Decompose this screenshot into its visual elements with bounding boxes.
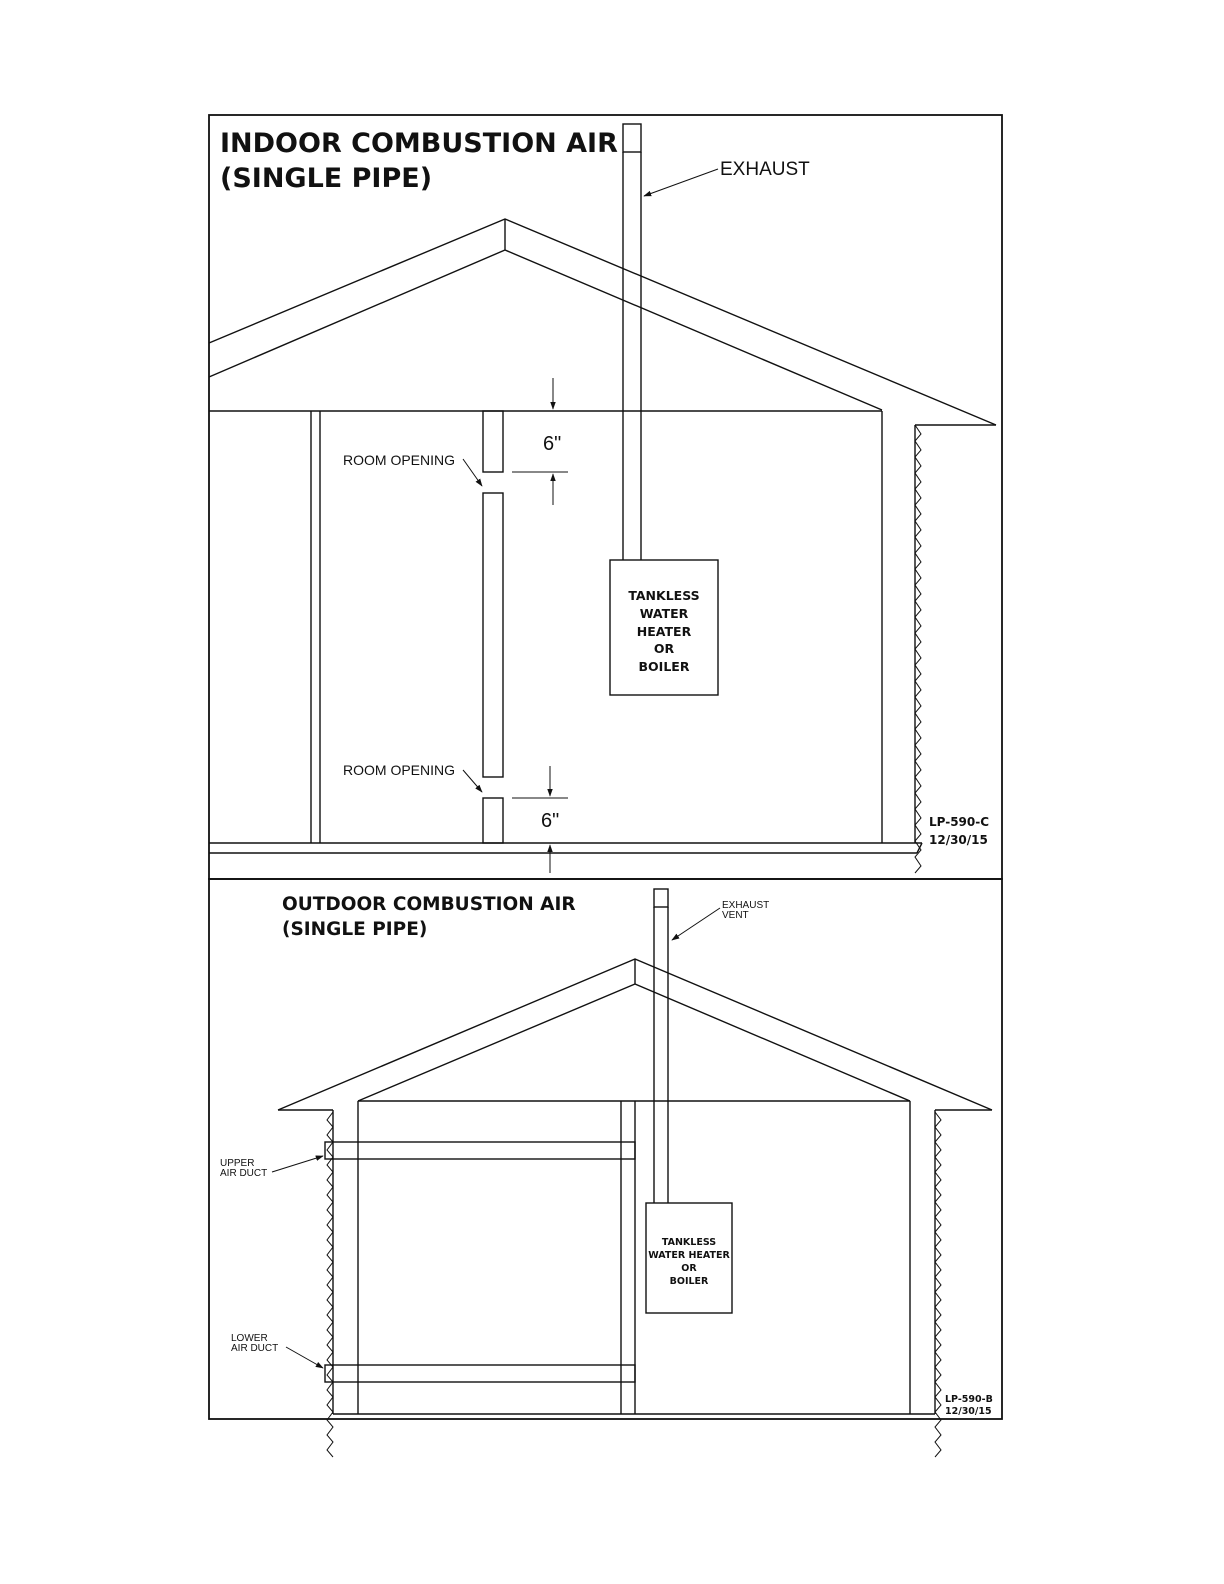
dimension-lower-opening	[512, 766, 568, 873]
exhaust-vent-label-line1: EXHAUST	[722, 900, 770, 911]
exhaust-vent-leader	[672, 908, 720, 940]
upper-air-duct	[325, 1142, 635, 1159]
indoor-panel	[209, 115, 1002, 879]
indoor-drawing-date: 12/30/15	[929, 833, 988, 847]
exhaust-label: EXHAUST	[720, 159, 810, 180]
room-opening-lower-leader	[463, 770, 482, 792]
indoor-heater-line4: OR	[653, 641, 675, 656]
partition-bottom-segment	[483, 798, 503, 843]
indoor-heater-line3: HEATER	[636, 624, 692, 639]
partition-middle-segment	[483, 493, 503, 777]
outdoor-drawing-code: LP-590-B	[945, 1394, 993, 1405]
outdoor-heater-line3: OR	[681, 1263, 697, 1274]
outdoor-exhaust-cap	[654, 889, 668, 907]
exhaust-vent-label-line2: VENT	[722, 910, 749, 921]
indoor-heater-line5: BOILER	[638, 659, 690, 674]
indoor-panel-frame	[209, 115, 1002, 879]
indoor-exhaust-cap	[623, 124, 641, 152]
lower-air-duct-label-line1: LOWER	[231, 1333, 268, 1344]
indoor-title-line2: (SINGLE PIPE)	[220, 163, 433, 194]
indoor-siding	[915, 425, 921, 873]
dimension-upper-label: 6"	[543, 433, 562, 455]
indoor-title-line1: INDOOR COMBUSTION AIR	[220, 128, 618, 159]
partition-top-segment	[483, 411, 503, 472]
indoor-roof	[209, 219, 996, 425]
room-opening-upper-label: ROOM OPENING	[343, 452, 456, 468]
outdoor-heater-line4: BOILER	[669, 1276, 709, 1287]
indoor-heater-line2: WATER	[639, 606, 689, 621]
outdoor-right-siding	[935, 1112, 941, 1457]
outdoor-roof	[278, 959, 992, 1110]
outdoor-title-line2: (SINGLE PIPE)	[282, 919, 428, 940]
outdoor-heater-line2: WATER HEATER	[648, 1250, 730, 1261]
room-opening-lower-label: ROOM OPENING	[343, 762, 456, 778]
outdoor-heater-line1: TANKLESS	[661, 1237, 717, 1248]
lower-air-duct-label-line2: AIR DUCT	[231, 1343, 279, 1354]
outdoor-title-line1: OUTDOOR COMBUSTION AIR	[282, 894, 576, 915]
lower-air-duct	[325, 1365, 635, 1382]
exhaust-leader	[644, 169, 718, 196]
outdoor-panel	[209, 879, 1002, 1457]
room-opening-upper-leader	[463, 459, 482, 486]
lower-air-duct-leader	[286, 1347, 323, 1368]
upper-air-duct-leader	[272, 1156, 323, 1172]
indoor-heater-line1: TANKLESS	[628, 588, 700, 603]
dimension-lower-label: 6"	[541, 810, 560, 832]
outdoor-drawing-date: 12/30/15	[945, 1406, 992, 1417]
outdoor-left-siding	[327, 1112, 333, 1457]
upper-air-duct-label-line2: AIR DUCT	[220, 1168, 268, 1179]
indoor-drawing-code: LP-590-C	[929, 815, 990, 829]
upper-air-duct-label-line1: UPPER	[220, 1158, 255, 1169]
